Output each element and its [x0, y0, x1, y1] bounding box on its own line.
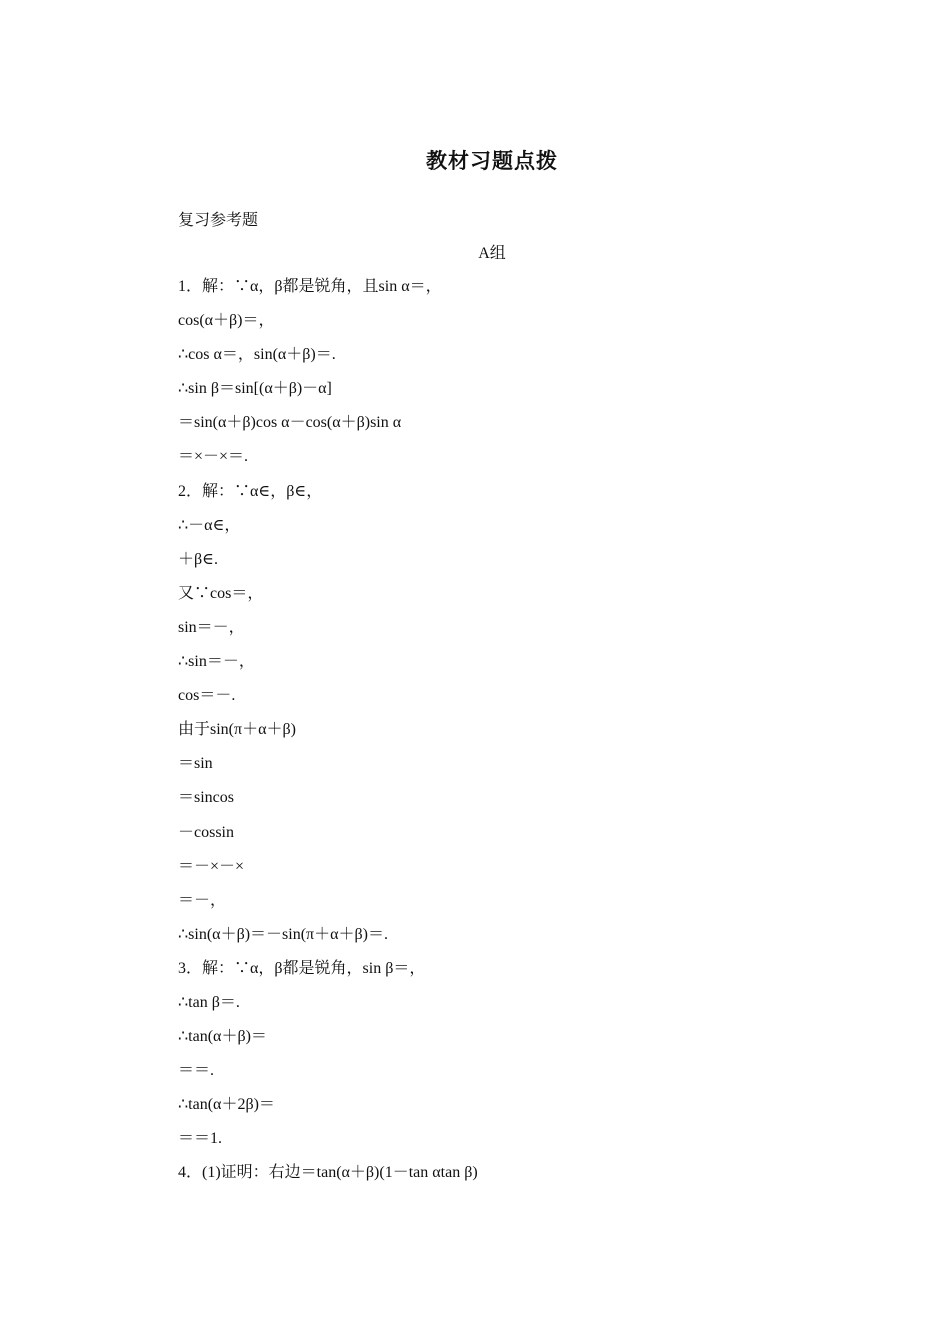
solution-line: ＝＝1.	[178, 1130, 223, 1148]
solution-line: ∴sin β＝sin[(α＋β)－α]	[178, 380, 332, 398]
solution-line: 3．解：∵α，β都是锐角，sin β＝，	[178, 959, 426, 977]
solution-line: ＝sin(α＋β)cos α－cos(α＋β)sin α	[178, 414, 402, 432]
section-heading: 复习参考题	[178, 210, 259, 229]
solution-line: cos(α＋β)＝，	[178, 312, 275, 330]
solution-line: ∴cos α＝，sin(α＋β)＝.	[178, 346, 336, 364]
solution-line: 又∵cos＝，	[178, 584, 264, 602]
solution-line: ＝sincos	[178, 789, 235, 807]
solution-lines	[178, 274, 798, 1195]
solution-line: ＋β∈.	[178, 550, 218, 568]
solution-line: sin＝－，	[178, 618, 245, 636]
solution-line: ＝－，	[178, 891, 227, 909]
group-heading: A组	[478, 245, 506, 262]
solution-line: ∴tan(α＋β)＝	[178, 1028, 267, 1046]
solution-line: ∴tan β＝.	[178, 993, 240, 1011]
solution-line: ∴sin(α＋β)＝－sin(π＋α＋β)＝.	[178, 925, 388, 943]
solution-line: ＝－×－×	[178, 857, 245, 875]
solution-line: cos＝－.	[178, 687, 236, 705]
solution-line: ∴tan(α＋2β)＝	[178, 1096, 275, 1114]
solution-line: 2．解：∵α∈，β∈，	[178, 482, 323, 500]
solution-line: ＝＝.	[178, 1062, 215, 1080]
solution-line: 4．(1)证明：右边＝tan(α＋β)(1－tan αtan β)	[178, 1164, 478, 1182]
solution-line: 由于sin(π＋α＋β)	[178, 721, 296, 739]
solution-line: ＝×－×＝.	[178, 448, 249, 466]
solution-line: －cossin	[178, 823, 235, 841]
solution-line: ＝sin	[178, 755, 213, 773]
solution-line: 1．解：∵α，β都是锐角，且sin α＝，	[178, 278, 442, 295]
solution-line: ∴－α∈，	[178, 516, 241, 534]
page-title: 教材习题点拨	[426, 149, 558, 173]
solution-line: ∴sin＝－，	[178, 653, 255, 671]
